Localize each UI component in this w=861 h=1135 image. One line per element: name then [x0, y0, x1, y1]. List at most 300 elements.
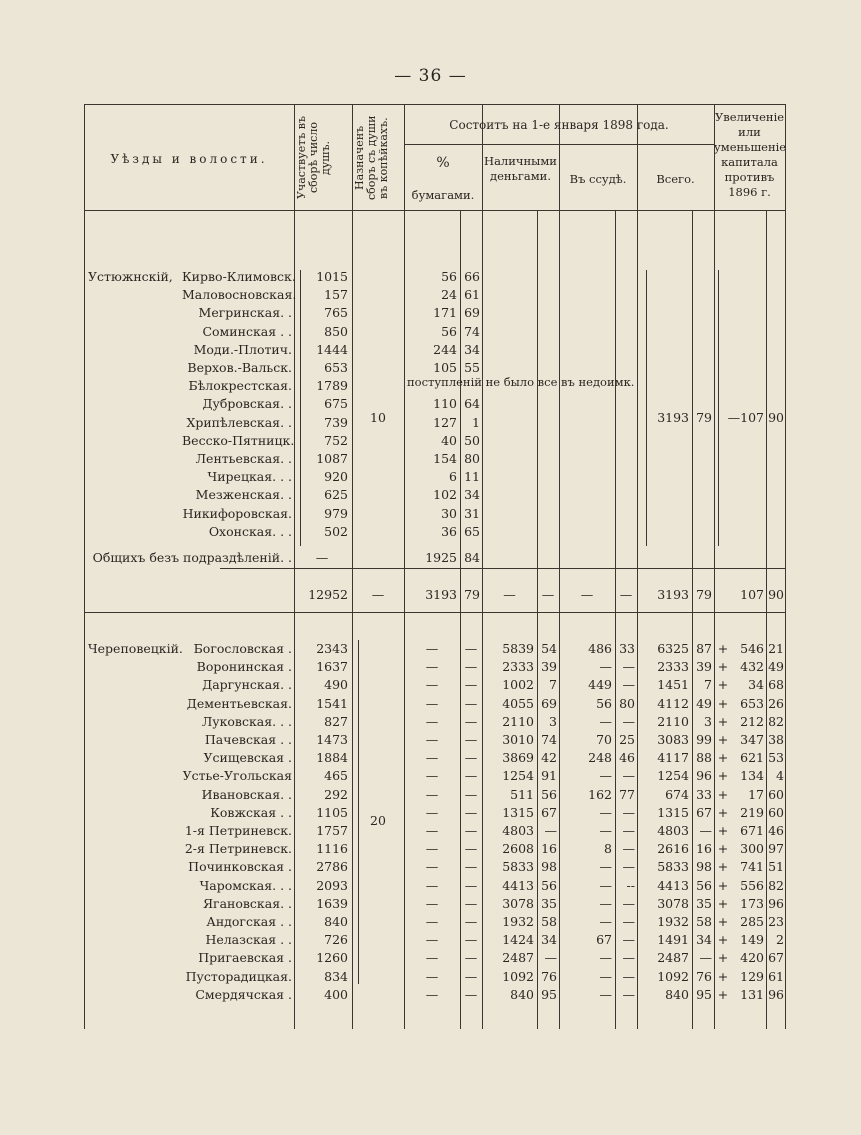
change-kopeks: 46	[768, 823, 784, 838]
total-rubles: 3078	[657, 895, 689, 911]
papers-kopeks: —	[464, 804, 478, 820]
change-kopeks: 4	[776, 768, 784, 784]
volost-name: Кирво-Климовск.	[182, 269, 296, 284]
volost-name: Общихъ безъ подраздѣленій. .	[92, 550, 292, 565]
papers-kopeks: 34	[464, 487, 480, 503]
cash-rubles: 1315	[502, 804, 534, 820]
change-rubles: 285	[740, 914, 764, 929]
papers-rubles: 102	[433, 487, 457, 503]
cash-kopeks: 39	[541, 659, 557, 675]
total-rubles: 2110	[657, 713, 689, 729]
cash-rubles: 5839	[502, 641, 534, 656]
papers-rubles: 110	[433, 396, 457, 412]
total-kopeks: 35	[696, 895, 712, 911]
change-rubles: 621	[740, 750, 764, 766]
loans-kopeks: —	[622, 804, 635, 820]
total-kopeks: 7	[704, 677, 712, 693]
loans-rubles: —	[599, 659, 612, 675]
cash-rubles: 1254	[502, 768, 534, 784]
souls-count: 834	[324, 968, 348, 984]
papers-kopeks: 66	[464, 269, 480, 284]
district-name: Устюжнскій,	[88, 269, 173, 284]
total-kopeks: 33	[696, 786, 712, 802]
cash-rubles: 4413	[502, 877, 534, 893]
volost-name: Ивановская. .	[201, 786, 292, 802]
change-rubles: 556	[740, 877, 764, 893]
col-line	[84, 104, 85, 1029]
change-sign: +	[717, 641, 729, 656]
cash-kopeks: 58	[541, 914, 557, 929]
header-state: Состоитъ на 1-е января 1898 года.	[449, 118, 669, 132]
change-sign: +	[717, 713, 729, 729]
loans-rubles: 162	[588, 786, 612, 802]
volost-name: Чаромская. . .	[199, 877, 292, 893]
total-rubles: 2487	[657, 950, 689, 966]
cash-rubles: 5833	[502, 859, 534, 875]
papers-rubles: —	[425, 677, 439, 693]
loans-kopeks: 46	[619, 750, 635, 766]
loans-rubles: 486	[588, 641, 612, 656]
cash-kopeks: —	[544, 950, 557, 966]
cash-rubles: 2110	[502, 713, 534, 729]
papers-kopeks: —	[464, 968, 478, 984]
souls-count: 1541	[316, 695, 348, 711]
change-kopeks: 53	[768, 750, 784, 766]
souls-count: 292	[324, 786, 348, 802]
loans-rubles: —	[599, 768, 612, 784]
cash-rubles: 3078	[502, 895, 534, 911]
volost-name: Бѣлокрестская.	[188, 378, 292, 394]
papers-rubles: 171	[433, 305, 457, 321]
change-kopeks: 67	[768, 950, 784, 966]
volost-name: Чирецкая. . .	[207, 469, 292, 485]
papers-kopeks: —	[464, 914, 478, 929]
change-sign: +	[717, 950, 729, 966]
header-papers: бумагами.	[411, 188, 475, 202]
souls-count: 2786	[316, 859, 348, 875]
loans-kopeks: —	[622, 768, 635, 784]
change-kopeks: 82	[768, 877, 784, 893]
change-sign: +	[717, 968, 729, 984]
volost-name: Богословская .	[193, 641, 292, 656]
souls-count: 1789	[316, 378, 348, 394]
papers-rubles: —	[425, 713, 439, 729]
papers-rubles: 24	[441, 287, 457, 303]
cash-kopeks: 3	[549, 713, 557, 729]
cash-rubles: 1932	[502, 914, 534, 929]
change-kopeks: 23	[768, 914, 784, 929]
change-kopeks: 96	[768, 986, 784, 1002]
loans-kopeks: 33	[619, 641, 635, 656]
change-rubles: 347	[740, 732, 764, 747]
souls-count: 1444	[316, 341, 348, 357]
loans-kopeks: —	[622, 713, 635, 729]
change-sign: +	[717, 823, 729, 838]
souls-count: 739	[324, 414, 348, 430]
loans-kopeks: —	[622, 659, 635, 675]
souls-count: 157	[324, 287, 348, 303]
col-line	[785, 104, 786, 1029]
top-rule	[84, 104, 785, 105]
header-increase: Увеличеніе или уменьшеніе капитала противъ 1896 г.	[714, 110, 787, 199]
cash-rubles: 1092	[502, 968, 534, 984]
change-rubles: 17	[748, 786, 764, 802]
loans-kopeks: 25	[619, 732, 635, 747]
papers-rubles: —	[425, 804, 439, 820]
cash-kopeks: 56	[541, 877, 557, 893]
total-papers-k: 79	[464, 587, 480, 602]
change-rubles: 671	[740, 823, 764, 838]
souls-count: 2343	[316, 641, 348, 656]
change-sign: +	[717, 841, 729, 857]
papers-rubles: 40	[441, 432, 457, 448]
papers-rubles: —	[425, 768, 439, 784]
total-brace	[646, 270, 653, 546]
papers-rubles: —	[425, 950, 439, 966]
total-rubles: 4413	[657, 877, 689, 893]
papers-kopeks: —	[464, 950, 478, 966]
souls-count: 752	[324, 432, 348, 448]
cash-kopeks: 42	[541, 750, 557, 766]
total-kopeks: 49	[696, 695, 712, 711]
change-sign: +	[717, 695, 729, 711]
subtotal-rule	[220, 568, 785, 569]
cash-kopeks: 7	[549, 677, 557, 693]
total-kopeks: 16	[696, 841, 712, 857]
loans-rubles: —	[599, 713, 612, 729]
total-rubles: 840	[665, 986, 689, 1002]
volost-name: Моди.-Плотич.	[193, 341, 292, 357]
cash-kopeks: 76	[541, 968, 557, 984]
souls-count: 827	[324, 713, 348, 729]
change-rubles: 212	[740, 713, 764, 729]
change-rubles: 34	[748, 677, 764, 693]
change-rubles: 129	[740, 968, 764, 984]
souls-count: 1087	[316, 451, 348, 466]
papers-rubles: —	[425, 968, 439, 984]
total-total-k: 79	[696, 587, 712, 602]
header-participate: Участвуетъ въ сборѣ число душъ.	[295, 116, 332, 200]
change-kopeks: 97	[768, 841, 784, 857]
cash-kopeks: 98	[541, 859, 557, 875]
loans-rubles: —	[599, 950, 612, 966]
papers-rubles: —	[425, 641, 439, 656]
loans-kopeks: —	[622, 823, 635, 838]
volost-name: Никифоровская.	[182, 505, 292, 521]
souls-count: 765	[324, 305, 348, 321]
total-cash-k: —	[541, 587, 555, 602]
papers-rubles: 30	[441, 505, 457, 521]
total-rubles: 4803	[657, 823, 689, 838]
papers-rubles: —	[425, 732, 439, 747]
loans-rubles: 8	[604, 841, 612, 857]
total-kopeks: 58	[696, 914, 712, 929]
total-rubles: 4112	[657, 695, 689, 711]
total-kopeks: 3	[704, 713, 712, 729]
change-rubles: 741	[740, 859, 764, 875]
total-papers-r: 3193	[425, 587, 457, 602]
total-rubles: 1932	[657, 914, 689, 929]
change-kopeks: 96	[768, 895, 784, 911]
papers-kopeks: —	[464, 677, 478, 693]
papers-kopeks: 84	[464, 550, 480, 565]
souls-count: 1473	[316, 732, 348, 747]
change-sign: +	[717, 859, 729, 875]
loans-rubles: —	[599, 914, 612, 929]
papers-rubles: —	[425, 914, 439, 929]
loans-kopeks: —	[622, 841, 635, 857]
loans-kopeks: —	[622, 932, 635, 948]
volost-name: Андогская . .	[206, 914, 292, 929]
change-sign: +	[717, 932, 729, 948]
volost-name: Лентьевская. .	[195, 451, 292, 466]
papers-rubles: —	[425, 786, 439, 802]
header-districts: Уѣзды и волости.	[110, 152, 268, 166]
souls-count: 920	[324, 469, 348, 485]
change-kopeks: 2	[776, 932, 784, 948]
total-kopeks: 67	[696, 804, 712, 820]
volost-name: Ягановская. .	[202, 895, 292, 911]
volost-name: Устье-Угольская	[182, 768, 292, 784]
total-cash-r: —	[503, 587, 516, 602]
papers-rubles: 56	[441, 323, 457, 339]
change-kopeks: 51	[768, 859, 784, 875]
ust-assigned: 10	[370, 410, 386, 425]
volost-name: Весско-Пятницк.	[182, 432, 295, 448]
papers-rubles: —	[425, 750, 439, 766]
volost-name: Нелазская . .	[205, 932, 292, 948]
papers-kopeks: 61	[464, 287, 480, 303]
totals-rule	[84, 612, 785, 613]
change-sign: +	[717, 804, 729, 820]
volost-name: Мегринская. .	[198, 305, 292, 321]
header-rule	[84, 210, 785, 211]
volost-name: 1-я Петриневск.	[184, 823, 292, 838]
volost-name: Пригаевская .	[198, 950, 292, 966]
total-rubles: 1451	[657, 677, 689, 693]
cash-kopeks: 56	[541, 786, 557, 802]
change-kopeks: 60	[768, 804, 784, 820]
cash-kopeks: 35	[541, 895, 557, 911]
loans-rubles: 67	[596, 932, 612, 948]
souls-count: 1884	[316, 750, 348, 766]
papers-kopeks: 69	[464, 305, 480, 321]
loans-rubles: 56	[596, 695, 612, 711]
papers-rubles: —	[425, 932, 439, 948]
cash-rubles: 840	[510, 986, 534, 1002]
papers-kopeks: —	[464, 695, 478, 711]
papers-kopeks: —	[464, 932, 478, 948]
souls-count: 490	[324, 677, 348, 693]
papers-rubles: 56	[441, 269, 457, 284]
change-sign: +	[717, 786, 729, 802]
volost-name: Смердячская .	[195, 986, 292, 1002]
papers-rubles: 6	[449, 469, 457, 485]
loans-kopeks: —	[622, 895, 635, 911]
papers-rubles: —	[425, 659, 439, 675]
loans-kopeks: 80	[619, 695, 635, 711]
total-kopeks: 88	[696, 750, 712, 766]
papers-kopeks: 1	[472, 414, 480, 430]
total-rubles: 2333	[657, 659, 689, 675]
change-kopeks: 21	[768, 641, 784, 656]
ust-change-k: 90	[768, 410, 784, 425]
total-change-k: 90	[768, 587, 784, 602]
volost-name: Пачевская . .	[204, 732, 292, 747]
cash-rubles: 2608	[502, 841, 534, 857]
souls-count: 1637	[316, 659, 348, 675]
volost-name: Охонская. . .	[208, 523, 292, 539]
change-rubles: 432	[740, 659, 764, 675]
cash-kopeks: 95	[541, 986, 557, 1002]
change-rubles: 546	[740, 641, 764, 656]
change-sign: +	[717, 768, 729, 784]
loans-rubles: —	[599, 968, 612, 984]
total-rubles: 6325	[657, 641, 689, 656]
souls-count: 1015	[316, 269, 348, 284]
souls-count: 1260	[316, 950, 348, 966]
souls-count: 1639	[316, 895, 348, 911]
volost-name: Починковская .	[188, 859, 292, 875]
total-rubles: 5833	[657, 859, 689, 875]
total-rubles: 2616	[657, 841, 689, 857]
change-kopeks: 82	[768, 713, 784, 729]
change-kopeks: 60	[768, 786, 784, 802]
loans-kopeks: —	[622, 968, 635, 984]
volost-name: Усищевская .	[203, 750, 292, 766]
change-rubles: 420	[740, 950, 764, 966]
total-total-r: 3193	[657, 587, 689, 602]
souls-count: 1105	[316, 804, 348, 820]
souls-count: 675	[324, 396, 348, 412]
header-percent: %	[436, 155, 450, 171]
souls-count: 465	[324, 768, 348, 784]
change-kopeks: 38	[768, 732, 784, 747]
papers-rubles: —	[425, 859, 439, 875]
cash-rubles: 1002	[502, 677, 534, 693]
papers-rubles: —	[425, 877, 439, 893]
papers-rubles: —	[425, 823, 439, 838]
papers-kopeks: —	[464, 641, 478, 656]
change-brace	[718, 270, 725, 546]
volost-name: Пусторадицкая.	[185, 968, 292, 984]
papers-kopeks: 74	[464, 323, 480, 339]
papers-kopeks: —	[464, 659, 478, 675]
papers-kopeks: 55	[464, 360, 480, 375]
souls-count: 653	[324, 360, 348, 375]
total-souls: 12952	[308, 587, 348, 602]
loans-kopeks: —	[622, 914, 635, 929]
volost-name: Воронинская .	[196, 659, 292, 675]
total-loans-k: —	[619, 587, 633, 602]
header-loans: Въ ссудѣ.	[569, 172, 627, 186]
page-number: — 36 —	[394, 66, 467, 86]
total-change-r: 107	[740, 587, 764, 602]
papers-kopeks: 31	[464, 505, 480, 521]
total-kopeks: 99	[696, 732, 712, 747]
loans-rubles: 248	[588, 750, 612, 766]
souls-count: 1757	[316, 823, 348, 838]
loans-rubles: —	[599, 986, 612, 1002]
loans-rubles: —	[599, 877, 612, 893]
souls-bracket	[300, 270, 301, 546]
change-sign: +	[717, 986, 729, 1002]
change-rubles: 131	[740, 986, 764, 1002]
total-loans-r: —	[580, 587, 594, 602]
total-rubles: 3083	[657, 732, 689, 747]
col-line	[352, 104, 353, 1029]
loans-kopeks: —	[622, 986, 635, 1002]
ust-change: —107	[727, 410, 764, 425]
volost-name: Дубровская. .	[202, 396, 292, 412]
souls-count: 1116	[316, 841, 348, 857]
loans-rubles: 449	[588, 677, 612, 693]
total-kopeks: 95	[696, 986, 712, 1002]
souls-count: 2093	[316, 877, 348, 893]
volost-name: Верхов.-Вальск.	[187, 360, 292, 375]
change-sign: +	[717, 677, 729, 693]
papers-kopeks: 11	[464, 469, 480, 485]
volost-name: Дементьевская.	[186, 695, 292, 711]
cash-kopeks: 69	[541, 695, 557, 711]
total-kopeks: 96	[696, 768, 712, 784]
change-rubles: 653	[740, 695, 764, 711]
change-rubles: 134	[740, 768, 764, 784]
loans-kopeks: --	[626, 877, 635, 893]
volost-name: Даргунская. .	[202, 677, 292, 693]
volost-name: Хрипѣлевская. .	[186, 414, 292, 430]
total-kopeks: 34	[696, 932, 712, 948]
cash-rubles: 1424	[502, 932, 534, 948]
papers-rubles: —	[425, 986, 439, 1002]
souls-count: 979	[324, 505, 348, 521]
souls-count: 726	[324, 932, 348, 948]
change-sign: +	[717, 914, 729, 929]
souls-count: 400	[324, 986, 348, 1002]
papers-kopeks: 65	[464, 523, 480, 539]
papers-rubles: 127	[433, 414, 457, 430]
papers-rubles: 1925	[425, 550, 457, 565]
total-rubles: 1491	[657, 932, 689, 948]
cash-rubles: 511	[510, 786, 534, 802]
change-rubles: 219	[740, 804, 764, 820]
cash-kopeks: 74	[541, 732, 557, 747]
total-kopeks: 39	[696, 659, 712, 675]
souls-count: 625	[324, 487, 348, 503]
souls-count: 502	[324, 523, 348, 539]
papers-kopeks: —	[464, 786, 478, 802]
papers-kopeks: —	[464, 841, 478, 857]
loans-rubles: 70	[596, 732, 612, 747]
loans-rubles: —	[599, 804, 612, 820]
papers-kopeks: —	[464, 859, 478, 875]
papers-rubles: 105	[433, 360, 457, 375]
cash-kopeks: 34	[541, 932, 557, 948]
papers-kopeks: 64	[464, 396, 480, 412]
total-kopeks: —	[699, 823, 712, 838]
volost-name: Луковская. . .	[201, 713, 292, 729]
loans-kopeks: —	[622, 677, 635, 693]
total-rubles: 674	[665, 786, 689, 802]
papers-kopeks: —	[464, 877, 478, 893]
loans-rubles: —	[599, 895, 612, 911]
change-rubles: 173	[740, 895, 764, 911]
total-kopeks: 56	[696, 877, 712, 893]
volost-name: 2-я Петриневск.	[184, 841, 292, 857]
col-line	[294, 104, 295, 1029]
change-sign: +	[717, 659, 729, 675]
papers-rubles: —	[425, 895, 439, 911]
